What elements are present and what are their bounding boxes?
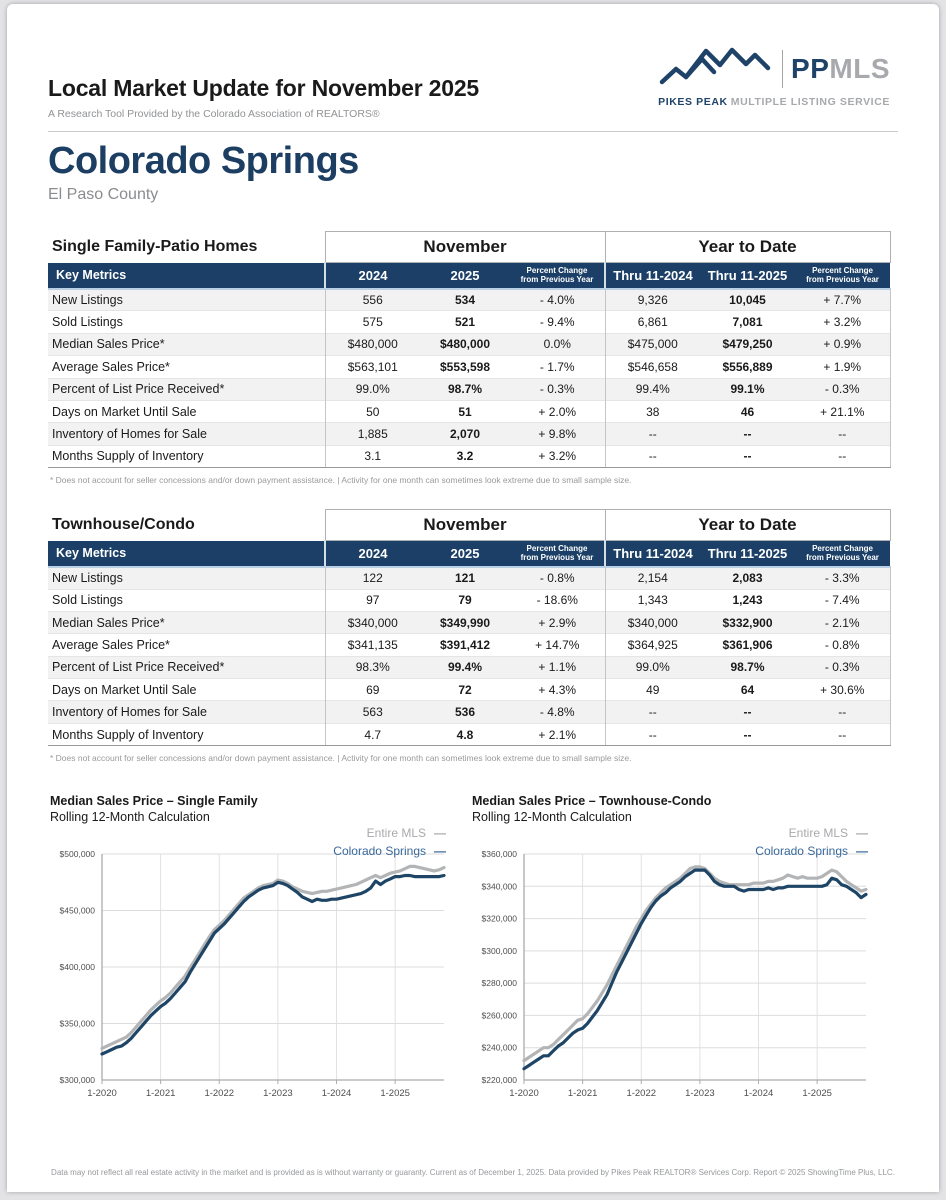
series-line-colorado-springs	[524, 870, 866, 1069]
metric-value: $480,000	[325, 333, 420, 355]
metric-value: --	[795, 445, 890, 467]
metric-value: 99.0%	[325, 378, 420, 400]
table-row	[48, 356, 890, 378]
legend-line-swatch: —	[856, 844, 868, 859]
metric-label: Average Sales Price*	[48, 356, 325, 378]
table-footnote: * Does not account for seller concessions and/or down payment assistance. | Activity for one month can sometimes look extreme due to small sample size.	[50, 475, 632, 486]
column-group-november: November	[325, 510, 605, 541]
metric-value: + 9.8%	[510, 423, 605, 445]
key-metrics-header-row	[48, 541, 890, 567]
metric-value: + 3.2%	[510, 445, 605, 467]
legend-line-swatch: —	[434, 826, 446, 841]
table-row	[48, 589, 890, 611]
metric-value: $556,889	[700, 356, 795, 378]
metric-value: 46	[700, 400, 795, 422]
metric-value: - 9.4%	[510, 311, 605, 333]
metric-value: - 0.3%	[795, 378, 890, 400]
metric-label: New Listings	[48, 567, 325, 589]
x-axis-label: 1-2023	[685, 1088, 715, 1100]
x-axis-label: 1-2022	[204, 1088, 235, 1100]
disclaimer-footer: Data may not reflect all real estate activity in the market and is provided as is without warranty or guaranty. Current as of December 1, 2025. Data provided by Pikes Peak REALTOR® Services Corp. Report © 2025 ShowingTime Plus, LLC.	[51, 1168, 895, 1178]
table-title: Single Family-Patio Homes	[52, 238, 258, 255]
metric-value: 97	[325, 589, 420, 611]
metric-value: --	[605, 701, 700, 723]
column-group-row	[48, 510, 890, 541]
metric-value: 50	[325, 400, 420, 422]
metric-value: - 3.3%	[795, 567, 890, 589]
metric-value: 563	[325, 701, 420, 723]
metric-value: + 21.1%	[795, 400, 890, 422]
legend-line-swatch: —	[856, 826, 868, 841]
table-row	[48, 311, 890, 333]
single-family-table-section	[48, 231, 890, 485]
metric-value: - 0.3%	[510, 378, 605, 400]
metric-value: 98.7%	[700, 656, 795, 678]
metric-value: 556	[325, 289, 420, 311]
metric-value: + 2.1%	[510, 723, 605, 745]
y-axis-label: $300,000	[59, 1075, 95, 1086]
metric-value: - 7.4%	[795, 589, 890, 611]
table-row	[48, 378, 890, 400]
table-row	[48, 679, 890, 701]
x-axis-label: 1-2021	[145, 1088, 176, 1100]
metric-label: Sold Listings	[48, 311, 325, 333]
metric-value: 1,243	[700, 589, 795, 611]
metric-value: $391,412	[420, 634, 510, 656]
column-header: Percent Change from Previous Year	[795, 541, 890, 567]
charts-row	[50, 794, 898, 1122]
y-axis-label: $350,000	[59, 1018, 95, 1029]
legend-colorado-springs: Colorado Springs —	[755, 844, 868, 859]
table-footnote: * Does not account for seller concessions and/or down payment assistance. | Activity for one month can sometimes look extreme due to small sample size.	[50, 753, 632, 764]
metric-value: - 4.0%	[510, 289, 605, 311]
metric-value: 38	[605, 400, 700, 422]
metric-value: 49	[605, 679, 700, 701]
metric-value: + 4.3%	[510, 679, 605, 701]
column-header: Percent Change from Previous Year	[795, 263, 890, 289]
metric-value: 79	[420, 589, 510, 611]
metric-value: --	[700, 723, 795, 745]
location-name: Colorado Springs	[48, 140, 359, 182]
table-row	[48, 423, 890, 445]
metric-label: Sold Listings	[48, 589, 325, 611]
legend-entire-mls: Entire MLS —	[788, 826, 868, 841]
y-axis-label: $220,000	[481, 1075, 517, 1086]
metric-value: 121	[420, 567, 510, 589]
report-page	[7, 4, 939, 1192]
x-axis-label: 1-2020	[509, 1088, 539, 1100]
metric-value: - 4.8%	[510, 701, 605, 723]
series-line-entire-mls	[102, 867, 444, 1049]
legend-entire-mls: Entire MLS —	[366, 826, 446, 841]
metric-label: Months Supply of Inventory	[48, 445, 325, 467]
metric-value: $475,000	[605, 333, 700, 355]
metric-value: + 2.9%	[510, 611, 605, 633]
table-row	[48, 400, 890, 422]
page-subtitle: A Research Tool Provided by the Colorado Association of REALTORS®	[48, 108, 380, 120]
y-axis-label: $500,000	[59, 849, 95, 860]
metric-value: $349,990	[420, 611, 510, 633]
metric-value: --	[700, 701, 795, 723]
x-axis-label: 1-2025	[380, 1088, 410, 1100]
metric-value: 72	[420, 679, 510, 701]
metric-label: Months Supply of Inventory	[48, 723, 325, 745]
y-axis-label: $320,000	[481, 913, 517, 924]
table-row	[48, 634, 890, 656]
chart-plot	[472, 844, 872, 1102]
column-header: 2024	[325, 263, 420, 289]
chart-plot	[50, 844, 450, 1102]
column-header: Thru 11-2025	[700, 541, 795, 567]
x-axis-label: 1-2025	[802, 1088, 832, 1100]
column-group-row	[48, 232, 890, 263]
table-row	[48, 445, 890, 467]
column-header: 2025	[420, 263, 510, 289]
y-axis-label: $280,000	[481, 978, 517, 989]
table-row	[48, 611, 890, 633]
metric-value: 9,326	[605, 289, 700, 311]
metric-value: $546,658	[605, 356, 700, 378]
metric-label: Median Sales Price*	[48, 611, 325, 633]
metric-label: Average Sales Price*	[48, 634, 325, 656]
column-header: Thru 11-2025	[700, 263, 795, 289]
metric-value: 2,083	[700, 567, 795, 589]
metric-value: 2,154	[605, 567, 700, 589]
location-county: El Paso County	[48, 186, 159, 203]
metric-value: $361,906	[700, 634, 795, 656]
metric-value: 64	[700, 679, 795, 701]
column-group-year-to-date: Year to Date	[605, 232, 890, 263]
metric-value: $341,135	[325, 634, 420, 656]
column-header: Thru 11-2024	[605, 541, 700, 567]
logo-mls-text: MLS	[829, 52, 890, 84]
table-title: Townhouse/Condo	[52, 516, 195, 534]
table-row	[48, 289, 890, 311]
x-axis-label: 1-2020	[87, 1088, 117, 1100]
metric-value: 536	[420, 701, 510, 723]
metric-label: Median Sales Price*	[48, 333, 325, 355]
metric-value: --	[700, 445, 795, 467]
metric-value: + 30.6%	[795, 679, 890, 701]
metric-label: Days on Market Until Sale	[48, 679, 325, 701]
metric-label: Percent of List Price Received*	[48, 378, 325, 400]
metric-label: Inventory of Homes for Sale	[48, 423, 325, 445]
logo-tagline: PIKES PEAK MULTIPLE LISTING SERVICE	[658, 96, 890, 108]
metric-value: 1,343	[605, 589, 700, 611]
metric-value: + 2.0%	[510, 400, 605, 422]
metric-label: Percent of List Price Received*	[48, 656, 325, 678]
metric-value: $480,000	[420, 333, 510, 355]
table-row	[48, 567, 890, 589]
metric-value: 51	[420, 400, 510, 422]
metric-value: 575	[325, 311, 420, 333]
metric-value: --	[795, 723, 890, 745]
column-header: 2025	[420, 541, 510, 567]
legend-line-swatch: —	[434, 844, 446, 859]
metric-value: + 1.1%	[510, 656, 605, 678]
metric-value: 3.2	[420, 445, 510, 467]
metric-value: - 0.8%	[510, 567, 605, 589]
y-axis-label: $300,000	[481, 946, 517, 957]
metric-value: --	[605, 423, 700, 445]
metric-value: 10,045	[700, 289, 795, 311]
metric-value: $553,598	[420, 356, 510, 378]
y-axis-label: $400,000	[59, 962, 95, 973]
chart-townhouse-condo	[472, 794, 872, 1122]
metric-value: $340,000	[605, 611, 700, 633]
x-axis-label: 1-2024	[321, 1088, 352, 1100]
series-line-colorado-springs	[102, 876, 444, 1055]
page-title: Local Market Update for November 2025	[48, 75, 480, 101]
metric-value: $332,900	[700, 611, 795, 633]
x-axis-label: 1-2023	[263, 1088, 293, 1100]
chart-legend	[333, 824, 446, 860]
metric-value: --	[795, 423, 890, 445]
metric-value: 122	[325, 567, 420, 589]
y-axis-label: $360,000	[481, 849, 517, 860]
table-row	[48, 656, 890, 678]
metric-value: 521	[420, 311, 510, 333]
logo-pp-text: PP	[791, 52, 830, 84]
metric-value: 7,081	[700, 311, 795, 333]
metric-value: + 0.9%	[795, 333, 890, 355]
chart-single-family	[50, 794, 450, 1122]
metric-label: New Listings	[48, 289, 325, 311]
column-header: Key Metrics	[48, 541, 325, 567]
townhouse-condo-table-section	[48, 509, 890, 763]
y-axis-label: $450,000	[59, 905, 95, 916]
metric-value: 3.1	[325, 445, 420, 467]
metric-value: - 0.8%	[795, 634, 890, 656]
column-header: 2024	[325, 541, 420, 567]
metric-value: 98.3%	[325, 656, 420, 678]
metric-value: 99.1%	[700, 378, 795, 400]
chart-title: Median Sales Price – Townhouse-Condo	[472, 794, 712, 809]
column-group-november: November	[325, 232, 605, 263]
metric-value: - 1.7%	[510, 356, 605, 378]
metric-value: + 14.7%	[510, 634, 605, 656]
metric-value: $479,250	[700, 333, 795, 355]
metric-value: 2,070	[420, 423, 510, 445]
metric-value: $563,101	[325, 356, 420, 378]
x-axis-label: 1-2022	[626, 1088, 657, 1100]
metric-value: 4.7	[325, 723, 420, 745]
chart-subtitle: Rolling 12-Month Calculation	[50, 810, 210, 825]
metric-value: --	[605, 723, 700, 745]
metric-label: Inventory of Homes for Sale	[48, 701, 325, 723]
table-row	[48, 723, 890, 745]
table-row	[48, 333, 890, 355]
metric-value: --	[605, 445, 700, 467]
metric-value: - 2.1%	[795, 611, 890, 633]
column-header: Thru 11-2024	[605, 263, 700, 289]
metric-value: 1,885	[325, 423, 420, 445]
metric-value: 4.8	[420, 723, 510, 745]
column-header: Percent Change from Previous Year	[510, 541, 605, 567]
chart-legend	[755, 824, 868, 860]
metric-value: + 7.7%	[795, 289, 890, 311]
metric-value: $340,000	[325, 611, 420, 633]
metric-value: - 18.6%	[510, 589, 605, 611]
x-axis-label: 1-2024	[743, 1088, 774, 1100]
key-metrics-header-row	[48, 263, 890, 289]
metric-value: 69	[325, 679, 420, 701]
metric-value: 98.7%	[420, 378, 510, 400]
metrics-table	[48, 509, 891, 746]
metric-value: --	[700, 423, 795, 445]
chart-subtitle: Rolling 12-Month Calculation	[472, 810, 632, 825]
metric-value: 0.0%	[510, 333, 605, 355]
legend-colorado-springs: Colorado Springs —	[333, 844, 446, 859]
header-divider	[48, 131, 898, 132]
metric-value: 99.0%	[605, 656, 700, 678]
column-header: Percent Change from Previous Year	[510, 263, 605, 289]
chart-title: Median Sales Price – Single Family	[50, 794, 258, 809]
metric-value: + 3.2%	[795, 311, 890, 333]
metric-value: $364,925	[605, 634, 700, 656]
x-axis-label: 1-2021	[567, 1088, 598, 1100]
metric-value: 6,861	[605, 311, 700, 333]
column-group-year-to-date: Year to Date	[605, 510, 890, 541]
metric-value: 99.4%	[605, 378, 700, 400]
metric-value: 99.4%	[420, 656, 510, 678]
metrics-table	[48, 231, 891, 468]
table-row	[48, 701, 890, 723]
metric-value: + 1.9%	[795, 356, 890, 378]
column-header: Key Metrics	[48, 263, 325, 289]
metric-label: Days on Market Until Sale	[48, 400, 325, 422]
y-axis-label: $340,000	[481, 881, 517, 892]
metric-value: 534	[420, 289, 510, 311]
y-axis-label: $260,000	[481, 1010, 517, 1021]
metric-value: --	[795, 701, 890, 723]
y-axis-label: $240,000	[481, 1042, 517, 1053]
metric-value: - 0.3%	[795, 656, 890, 678]
